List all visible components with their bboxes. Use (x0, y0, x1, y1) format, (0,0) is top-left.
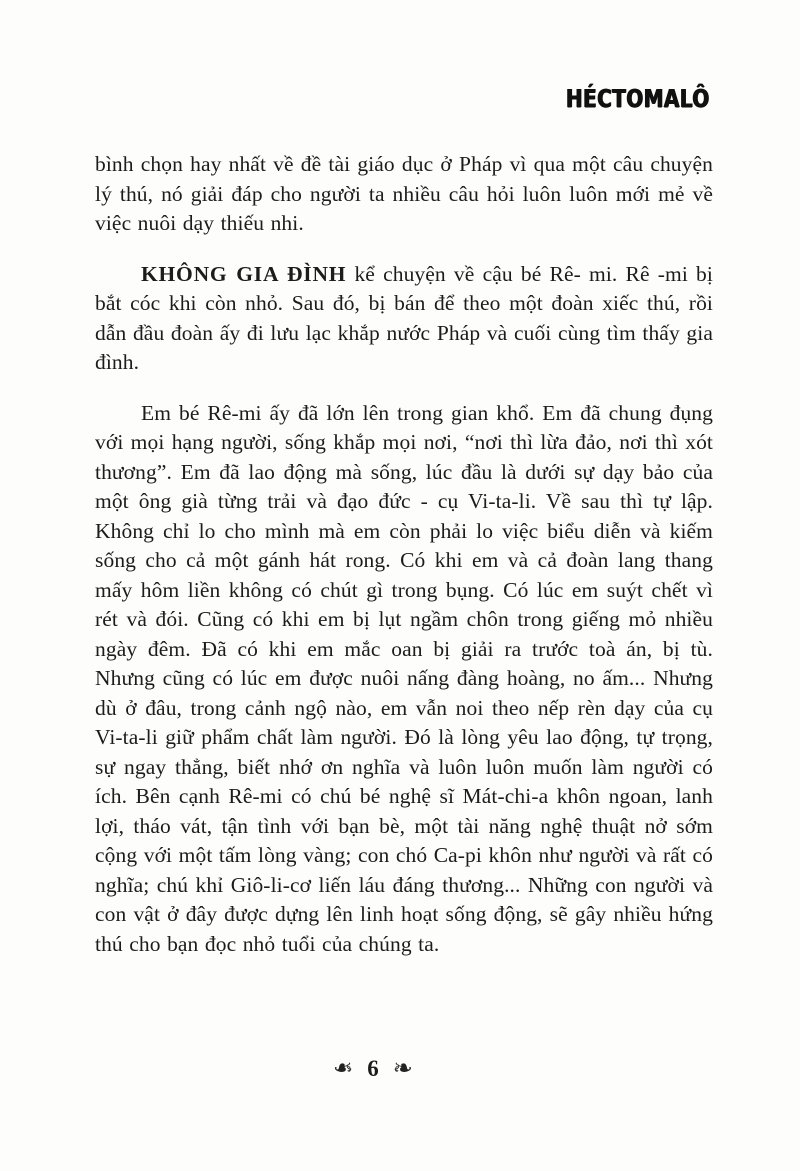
page-number: 6 (367, 1056, 379, 1081)
paragraph-summary (95, 260, 713, 378)
floral-ornament-right-icon: ❧ (392, 1056, 413, 1082)
paragraph-continuation: bình chọn hay nhất về đề tài giáo dục ở Pháp vì qua một câu chuyện lý thú, nó giải đáp cho người ta nhiều câu hỏi luôn luôn mới mẻ về việc nuôi dạy thiếu nhi. (95, 152, 713, 235)
paragraph-detail: Em bé Rê-mi ấy đã lớn lên trong gian khổ. Em đã chung đụng với mọi hạng người, sống khắp mọi nơi, “nơi thì lừa đảo, nơi thì xót thương”. Em đã lao động mà sống, lúc đầu là dưới sự dạy bảo của một ông già từng trải và đạo đức - cụ Vi-ta-li. Về sau thì tự lập. Không chỉ lo cho mình mà em còn phải lo việc biểu diễn và kiếm sống cho cả một gánh hát rong. Có khi em và cả đoàn lang thang mấy hôm liền không có chút gì trong bụng. Có lúc em suýt chết vì rét và đói. Cũng có khi em bị lụt ngầm chôn trong giếng mỏ nhiều ngày đêm. Đã có khi em mắc oan bị giải ra trước toà án, bị tù. Nhưng cũng có lúc em được nuôi nấng đàng hoàng, no ấm... Nhưng dù ở đâu, trong cảnh ngộ nào, em vẫn noi theo nếp rèn dạy của cụ Vi-ta-li giữ phẩm chất làm người. Đó là lòng yêu lao động, tự trọng, sự ngay thẳng, biết nhớ ơn nghĩa và luôn luôn muốn làm người có ích. Bên cạnh Rê-mi có chú bé nghệ sĩ Mát-chi-a khôn ngoan, lanh lợi, tháo vát, tận tình với bạn bè, một tài năng nghệ thuật nở sớm cộng với một tấm lòng vàng; con chó Ca-pi khôn như người và rất có nghĩa; chú khỉ Giô-li-cơ liến láu đáng thương... Những con người và con vật ở đây được dựng lên linh hoạt sống động, sẽ gây nhiều hứng thú cho bạn đọc nhỏ tuổi của chúng ta. (95, 400, 713, 956)
floral-ornament-left-icon: ❧ (333, 1056, 354, 1082)
page-footer (0, 1056, 773, 1082)
page-body-text (95, 150, 713, 980)
book-title-lead: KHÔNG GIA ĐÌNH (141, 261, 347, 286)
paragraph-summary-text: kể chuyện về cậu bé Rê- mi. Rê -mi bị bắt cóc khi còn nhỏ. Sau đó, bị bán để theo một đoàn xiếc thú, rồi dẫn đầu đoàn ấy đi lưu lạc khắp nước Pháp và cuối cùng tìm thấy gia đình. (95, 261, 713, 374)
author-logo: HÉCTOMALÔ (566, 84, 710, 113)
